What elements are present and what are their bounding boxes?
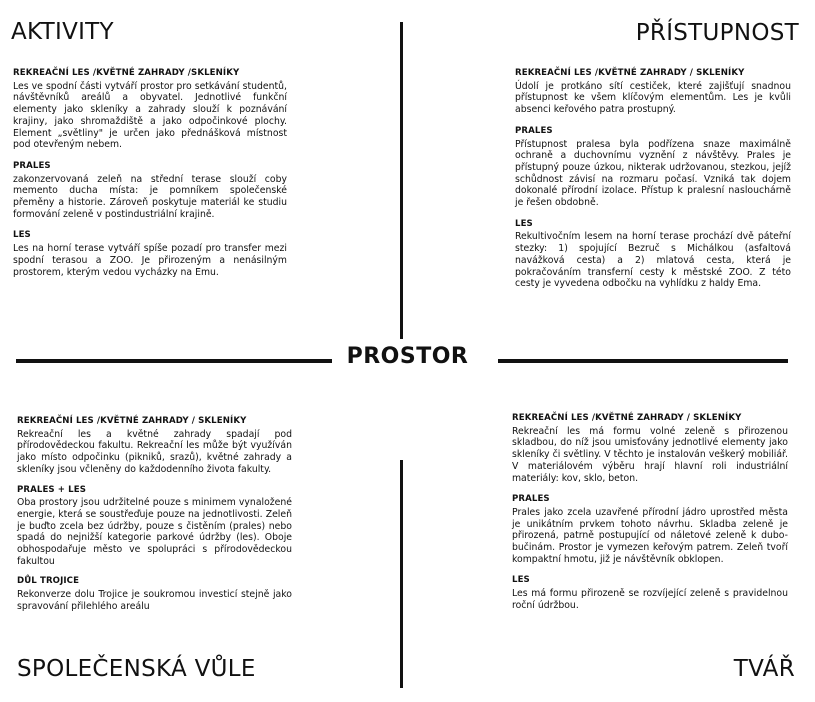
panel-tvar <box>512 413 788 619</box>
section-heading: REKREAČNÍ LES /KVĚTNÉ ZAHRADY /SKLENÍKY <box>13 68 240 78</box>
section-heading: REKREAČNÍ LES /KVĚTNÉ ZAHRADY / SKLENÍKY <box>512 413 742 423</box>
vertical-divider-top <box>400 22 403 339</box>
section-text: Les má formu přirozeně se rozvíjející zeleně s pravidelnou roční údržbou. <box>512 588 788 611</box>
section-text: Rekreační les a květné zahrady spadají pod přírodovědeckou fakultu. Rekreační les může být využíván jako místo odpočinku (pikniků, srazů), květné zahrady a skleníky jsou včleněny do každodenního života fakulty. <box>17 428 292 475</box>
title-aktivity: AKTIVITY <box>11 19 114 45</box>
section <box>512 413 788 484</box>
section-heading: PRALES + LES <box>17 484 87 495</box>
section-heading: LES <box>512 575 530 586</box>
vertical-divider-bottom <box>400 460 403 688</box>
section <box>515 68 791 116</box>
panel-aktivity <box>13 68 287 285</box>
title-pristupnost: PŘÍSTUPNOST <box>635 20 799 46</box>
section-heading: LES <box>13 230 31 241</box>
section-text: Rekreační les má formu volné zeleně s přirozenou skladbou, do níž jsou umisťovány jednotlivé elementy jako skleníky či světliny. V těchto je instalován veškerý mobiliář. V materiálovém výběru hrají hlavní roli industriální materiály: kov, sklo, beton. <box>512 425 788 484</box>
section <box>512 575 788 611</box>
section-text: Oba prostory jsou udržitelné pouze s minimem vynaložené energie, která se soustřeďuje pouze na jednotlivosti. Zeleň je buďto zcela bez údržby, pouze s čistěním (prales) nebo spadá do nejnižší kategorie parkové údržby (les). Oboje obhospodařuje město ve spolupráci s přírodovědeckou fakultou <box>17 497 292 567</box>
section-text: Les ve spodní části vytváří prostor pro setkávání studentů, návštěvníků areálů a obyvatel. Jednotlivé funkční elementy jako skleníky a zahrady slouží k poznávání krajiny, jako shromaždiště a jako odpočinkové plochy. Element „světliny" je určen jako přednášková místnost pod otevřeným nebem. <box>13 80 287 151</box>
section <box>515 126 791 209</box>
section <box>17 576 292 612</box>
section-text: Údolí je protkáno sítí cestiček, které zajišťují snadnou přístupnost ke všem klíčovým elementům. Les je kvůli absenci keřového patra prostupný. <box>515 80 791 116</box>
section-heading: REKREAČNÍ LES /KVĚTNÉ ZAHRADY / SKLENÍKY <box>515 68 745 78</box>
section-text: Prales jako zcela uzavřené přírodní jádro uprostřed města je unikátním prvkem tohoto návrhu. Skladba zeleně je přirozená, patrně postupující od náletové zeleně k dubo-bučinám. Prostor je vymezen keřovým patrem. Zeleň tvoří kompaktní hmotu, již je návštěvník obklopen. <box>512 506 788 565</box>
section-heading: DŮL TROJICE <box>17 576 80 587</box>
section <box>13 68 287 151</box>
section <box>512 494 788 565</box>
panel-pristupnost <box>515 68 791 297</box>
section-text: Les na horní terase vytváří spíše pozadí pro transfer mezi spodní terasou a ZOO. Je přirozeným a nenásilným prostorem, kterým vedou vycházky na Emu. <box>13 243 287 278</box>
section-heading: PRALES <box>13 160 51 171</box>
panel-spolecenska-vule <box>17 416 292 620</box>
section <box>515 219 791 290</box>
section-heading: PRALES <box>512 494 550 505</box>
section <box>17 416 292 476</box>
section-text: Rekultivočním lesem na horní terase prochází dvě páteřní stezky: 1) spojující Bezruč s Michálkou (asfaltová navážková cesta) a 2) mlatová cesta, která je pokračováním transferní cesty k městské ZOO. Z této cesty je vyvedena odbočku na vyhlídku z haldy Ema. <box>515 231 791 290</box>
section-text: zakonzervovaná zeleň na střední terase slouží coby memento ducha místa: je pomníkem společenské přeměny a historie. Zároveň poskytuje materiál ke studiu formování zeleně v postindustriální krajině. <box>13 173 287 220</box>
section-heading: PRALES <box>515 125 553 136</box>
section <box>13 161 287 221</box>
title-spolecenska-vule: SPOLEČENSKÁ VŮLE <box>17 656 256 682</box>
title-tvar: TVÁŘ <box>733 656 795 682</box>
section-heading: REKREAČNÍ LES /KVĚTNÉ ZAHRADY / SKLENÍKY <box>17 416 247 426</box>
section-text: Přístupnost pralesa byla podřízena snaze maximálně ochraně a duchovnímu vyznění z návštěvy. Prales je přístupný pouze úzkou, nikterak udržovanou, stezkou, jejíž schůdnost závisí na rozmaru počasí. Vzniká tak dojem dokonalé přírodní izolace. Přístup k pralesní naslouchárně je řešen obdobně. <box>515 138 791 209</box>
section-text: Rekonverze dolu Trojice je soukromou investicí stejně jako spravování přilehlého areálu <box>17 589 292 612</box>
section <box>17 485 292 568</box>
center-title-prostor: PROSTOR <box>346 344 469 369</box>
section <box>13 230 287 278</box>
section-heading: LES <box>515 218 533 229</box>
